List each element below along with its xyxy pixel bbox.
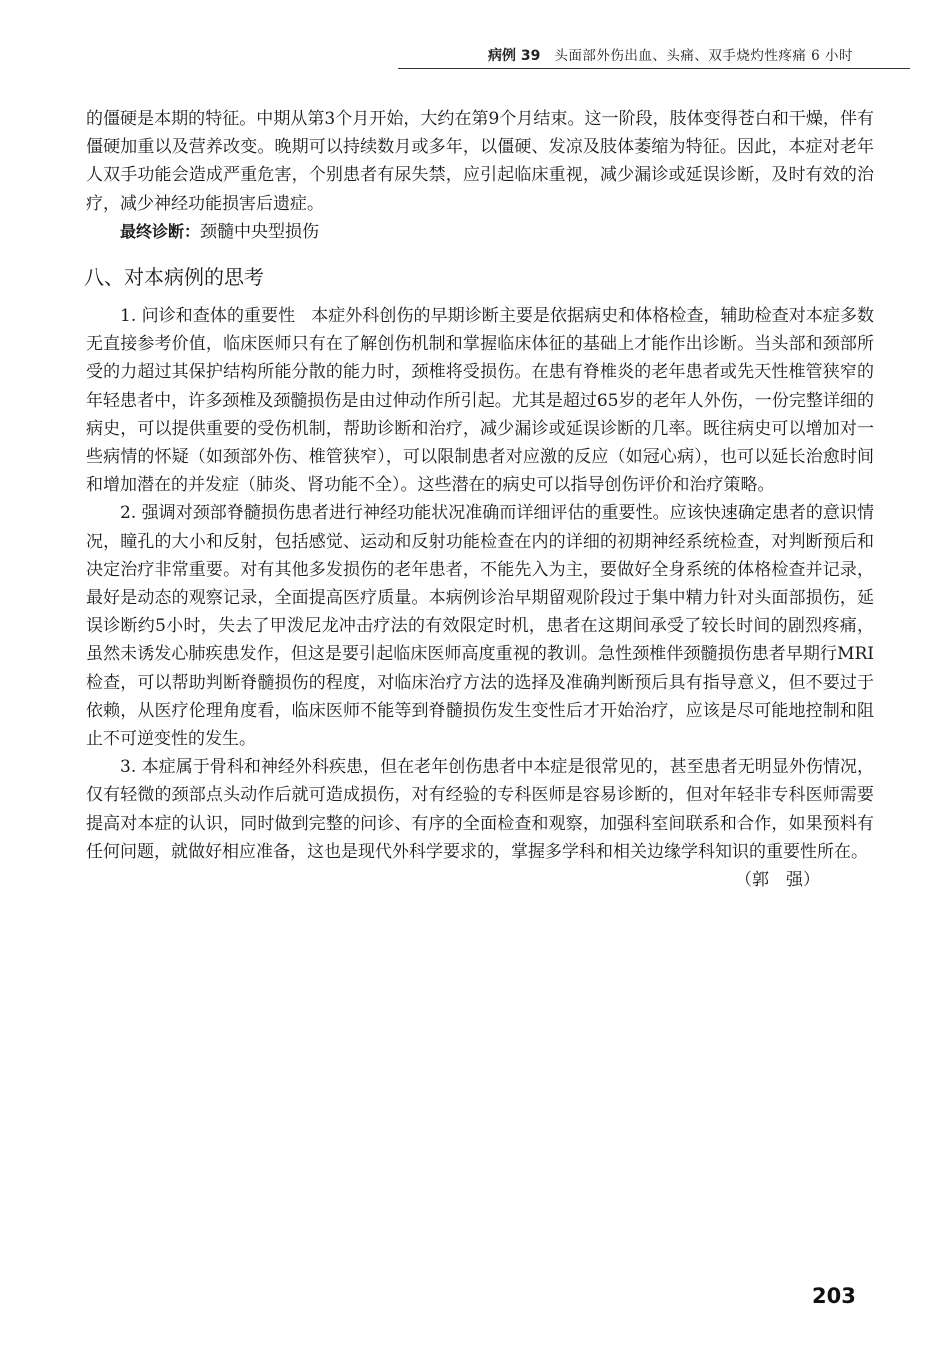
item-text: 本症外科创伤的早期诊断主要是依据病史和体格检查，辅助检查对本症多数无直接参考价值，临床医师只有在了解创伤机制和掌握临床体征的基础上才能作出诊断。当头部和颈部所受的力超过其保护结构所能分散的能力时，颈椎将受损伤。在患有脊椎炎的老年患者或先天性椎管狭窄的年轻患者中，许多颈椎及颈髓损伤是由过伸动作所引起。尤其是超过65岁的老年人外伤，一份完整详细的病史，可以提供重要的受伤机制，帮助诊断和治疗，减少漏诊或延误诊断的几率。既往病史可以增加对一些病情的怀疑（如颈部外伤、椎管狭窄），可以限制患者对应激的反应（如冠心病），也可以延长治愈时间和增加潜在的并发症（肺炎、肾功能不全）。这些潜在的病史可以指导创伤评价和治疗策略。 (86, 306, 875, 496)
header-title: 头面部外伤出血、头痛、双手烧灼性疼痛 6 小时 (554, 48, 854, 64)
author-signature: （郭 强） (735, 870, 820, 891)
list-item (86, 302, 874, 499)
final-diagnosis-label: 最终诊断： (120, 221, 201, 241)
running-header (488, 44, 908, 65)
item-text: 2. 强调对颈部脊髓损伤患者进行神经功能状况准确而详细评估的重要性。应该快速确定患者的意识情况，瞳孔的大小和反射，包括感觉、运动和反射功能检查在内的详细的初期神经系统检查，对判断预后和决定治疗非常重要。对有其他多发损伤的老年患者，不能先入为主，要做好全身系统的体格检查并记录，最好是动态的观察记录，全面提高医疗质量。本病例诊治早期留观阶段过于集中精力针对头面部损伤，延误诊断约5小时，失去了甲泼尼龙冲击疗法的有效限定时机，患者在这期间承受了较长时间的剧烈疼痛，虽然未诱发心肺疾患发作，但这是要引起临床医师高度重视的教训。急性颈椎伴颈髓损伤患者早期行MRI检查，可以帮助判断脊髓损伤的程度，对临床治疗方法的选择及准确判断预后具有指导意义，但不要过于依赖，从医疗伦理角度看，临床医师不能等到脊髓损伤发生变性后才开始治疗，应该是尽可能地控制和阻止不可逆变性的发生。 (86, 503, 874, 750)
case-label: 病例 39 (488, 48, 541, 64)
list-item (86, 753, 874, 866)
final-diagnosis-value: 颈髓中央型损伤 (200, 221, 320, 242)
continuation-paragraph: 的僵硬是本期的特征。中期从第3个月开始，大约在第9个月结束。这一阶段，肢体变得苍白和干燥，伴有僵硬加重以及营养改变。晚期可以持续数月或多年，以僵硬、发凉及肢体萎缩为特征。因此，本症对老年人双手功能会造成严重危害，个别患者有尿失禁，应引起临床重视，减少漏诊或延误诊断，及时有效的治疗，减少神经功能损害后遗症。 (86, 109, 874, 214)
item-title: 1. 问诊和查体的重要性 (120, 306, 296, 327)
list-item (86, 499, 874, 753)
page-body (86, 105, 874, 894)
page-number: 203 (812, 1284, 856, 1308)
item-text: 3. 本症属于骨科和神经外科疾患，但在老年创伤患者中本症是很常见的，甚至患者无明显外伤情况，仅有轻微的颈部点头动作后就可造成损伤，对有经验的专科医师是容易诊断的，但对年轻非专科医师需要提高对本症的认识，同时做到完整的问诊、有序的全面检查和观察，加强科室间联系和合作，如果预料有任何问题，就做好相应准备，这也是现代外科学要求的，掌握多学科和相关边缘学科知识的重要性所在。 (86, 757, 874, 862)
section-heading: 八、对本病例的思考 (84, 265, 264, 290)
final-diagnosis (86, 218, 874, 246)
header-rule (398, 68, 910, 69)
